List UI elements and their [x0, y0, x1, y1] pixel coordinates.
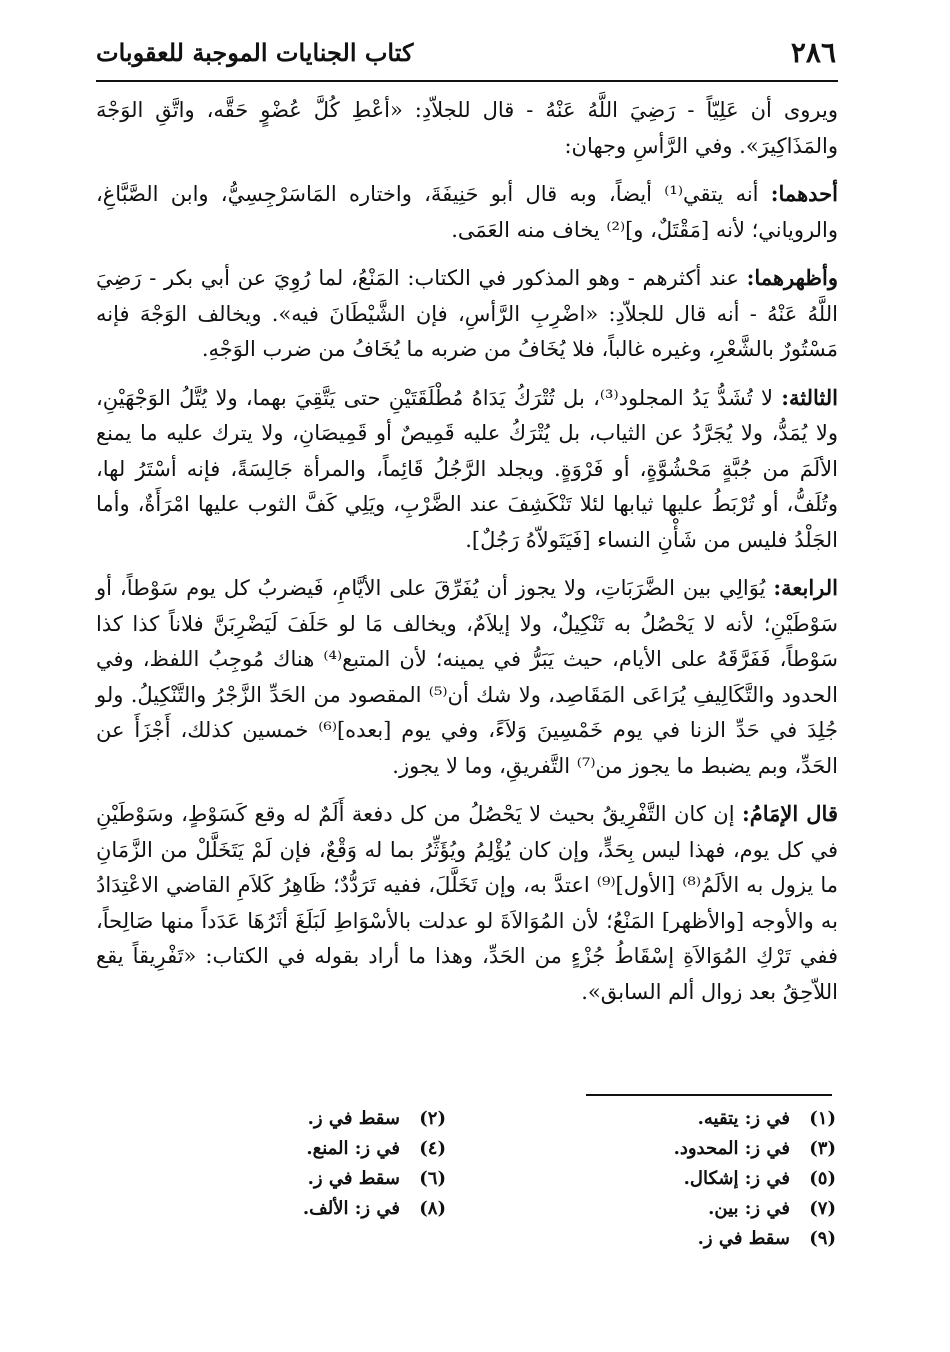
- footnotes-column-odd: [506, 1104, 836, 1254]
- footnote: [116, 1194, 446, 1224]
- footnote-number: (٩): [809, 1228, 836, 1249]
- paragraph-body: أنه يتقي⁽¹⁾ أيضاً، وبه قال أبو حَنِيفَةَ، واختاره المَاسَرْجِسِيُّ، وابن الصَّبَّاغِ، والروياني؛ لأنه [مَقْتَلٌ، و]⁽²⁾ يخاف منه العَمَى.: [96, 182, 838, 242]
- footnote-number: (٧): [809, 1198, 836, 1219]
- footnote-text: في ز: يتقيه.: [697, 1108, 790, 1129]
- main-text: [96, 92, 838, 1022]
- footnote: [116, 1134, 446, 1164]
- paragraph-lead: الثالثة:: [781, 384, 838, 410]
- paragraph: [96, 570, 838, 784]
- footnote-text: سقط في ز.: [697, 1228, 790, 1249]
- footnote-text: في ز: الألف.: [302, 1198, 400, 1219]
- footnote: [116, 1164, 446, 1194]
- paragraph-body: عند أكثرهم - وهو المذكور في الكتاب: المَنْعُ، لما رُوِيَ عن أبي بكر - رَضِيَ اللَّهُ عَنْهُ - أنه قال للجلاّدِ: «اضْرِبِ الرَّأسِ، فإن الشَّيْطَانَ فيه». ويخالف الوَجْهَ فإنه مَسْتُورٌ بالشَّعْرِ، وغيره غالباً، فلا يُخَافُ من ضربه ما يُخَافُ من ضرب الوَجْهِ.: [96, 266, 838, 361]
- footnote-text: في ز: المحدود.: [673, 1138, 790, 1159]
- footnote-number: (١): [809, 1108, 836, 1129]
- paragraph: [96, 380, 838, 559]
- paragraph-body: لا تُشَدُّ يَدُ المجلود⁽³⁾، بل تُتْرَكُ يَدَاهُ مُطْلَقَتَيْنِ حتى يَتَّقِيَ بهما، ولا يُتَّلُ الوَجْهَيْنِ، ولا يُمَدُّ، ولا يُجَرَّدُ عن الثياب، بل يُتْرَكُ عليه قَمِيصٌ أو قَمِيصَانِ، ولا يترك عليه ما يمنع الألَمَ من جُبَّةٍ مَحْشُوَّةٍ، أو فَرْوَةٍ. ويجلد الرَّجُلُ قَائِماً، والمرأة جَالِسَةً، فإنه أسْتَرُ لها، وتُلَفُّ، أو تُرْبَطُ عليها ثيابها لئلا تَنْكَشِفَ عند الضَّرْبِ، ويَلِي كَفَّ الثوب عليها امْرَأَةٌ، وأما الجَلْدُ فليس من شَأْنِ النساء [فَيَتَولاّهُ رَجُلٌ].: [96, 385, 838, 552]
- footnote: [506, 1224, 836, 1254]
- footnote-text: في ز: بين.: [708, 1198, 790, 1219]
- page-number: ٢٨٦: [790, 36, 836, 69]
- footnote: [506, 1134, 836, 1164]
- paragraph-body: إن كان التَّفْرِيقُ بحيث لا يَحْصُلُ من كل دفعة أَلَمٌ له وقع كَسَوْطٍ، وسَوْطَيْنِ في كل يوم، فهذا ليس بِحَدٍّ، وإن كان يُؤْلِمُ ويُؤَثِّرُ بما له وَقْعٌ، فإن لَمْ يَتَخَلَّلْ من الزَّمَانِ ما يزول به الألَمُ⁽⁸⁾ [الأول]⁽⁹⁾ اعتدَّ به، وإن تَخَلَّلَ، ففيه تَرَدُّدٌ؛ ظَاهِرُ كَلاَمِ القاضي الاعْتِدَادُ به والأوجه [والأظهر] المَنْعُ؛ لأن المُوَالاَةَ لو عدلت بالأسْوَاطِ لَبَلَغَ أثَرُهَا عَدَداً منها صَالِحاً، ففي تَرْكِ المُوَالاَةِ إسْقَاطُ جُزْءٍ من الحَدِّ، وهذا ما أراد بقوله في الكتاب: «تَفْرِيقاً يقع اللاّحِقُ بعد زوال ألم السابق».: [96, 802, 839, 1004]
- paragraph: [96, 796, 838, 1010]
- footnote-text: سقط في ز.: [307, 1168, 400, 1189]
- footnote-number: (٥): [809, 1168, 836, 1189]
- book-title: كتاب الجنايات الموجبة للعقوبات: [96, 38, 414, 67]
- header-divider: [96, 80, 838, 82]
- paragraph-lead: الرابعة:: [773, 575, 838, 600]
- footnote-text: في ز: المنع.: [306, 1138, 400, 1159]
- footnote-number: (٦): [419, 1168, 446, 1189]
- paragraph-lead: أحدهما:: [770, 181, 838, 206]
- paragraph: [96, 176, 838, 248]
- footnote: [506, 1194, 836, 1224]
- paragraph-body: يُوَالِي بين الضَّرَبَاتِ، ولا يجوز أن يُفَرِّقَ على الأيَّامِ، فَيضربُ كل يوم سَوْطاً، أو سَوْطَيْنِ؛ لأنه لا يَحْصُلُ به تَنْكِيلٌ، ولا إيلاَمٌ، ويخالف مَا لو حَلَفَ لَيَضْرِبَنَّ فلاناً كذا كذا سَوْطاً، فَفَرَّقَهُ على الأيام، حيث يَبَرُّ في يمينه؛ لأن المتبع⁽⁴⁾ هناك مُوجِبُ اللفظ، وفي الحدود والتَّكَالِيفِ يُرَاعَى المَقَاصِد، ولا شك أن⁽⁵⁾ المقصود من الحَدِّ الزَّجْرُ والتَّنْكِيلُ. ولو جُلِدَ في حَدِّ الزنا في يوم خَمْسِينَ وَلاَءً، وفي يوم [بعده]⁽⁶⁾ خمسين كذلك، أَجْزَأَ عن الحَدِّ، وبم يضبط ما يجوز من⁽⁷⁾ التَّفريقِ، وما لا يجوز.: [96, 576, 838, 778]
- paragraph-lead: قال الإمَامُ:: [742, 801, 838, 826]
- footnote: [506, 1164, 836, 1194]
- footnotes-column-even: [116, 1104, 446, 1224]
- footnote: [506, 1104, 836, 1134]
- footnote-divider: [586, 1094, 832, 1096]
- running-header: [96, 32, 836, 78]
- footnote-number: (٤): [419, 1138, 446, 1159]
- footnote-text: سقط في ز.: [307, 1108, 400, 1129]
- paragraph: [96, 92, 838, 164]
- paragraph: [96, 260, 838, 368]
- paragraph-lead: وأظهرهما:: [746, 265, 838, 290]
- footnote-text: في ز: إشكال.: [683, 1168, 790, 1189]
- footnote-number: (٣): [809, 1138, 836, 1159]
- footnote-number: (٨): [419, 1198, 446, 1219]
- paragraph-body: ويروى أن عَلِيّاً - رَضِيَ اللَّهُ عَنْهُ - قال للجلاّدِ: «أعْطِ كُلَّ عُضْوٍ حَقَّه، واتَّقِ الوَجْهَ والمَذَاكِيرَ». وفي الرَّأسِ وجهان:: [96, 98, 838, 158]
- footnote-number: (٢): [419, 1108, 446, 1129]
- footnote: [116, 1104, 446, 1134]
